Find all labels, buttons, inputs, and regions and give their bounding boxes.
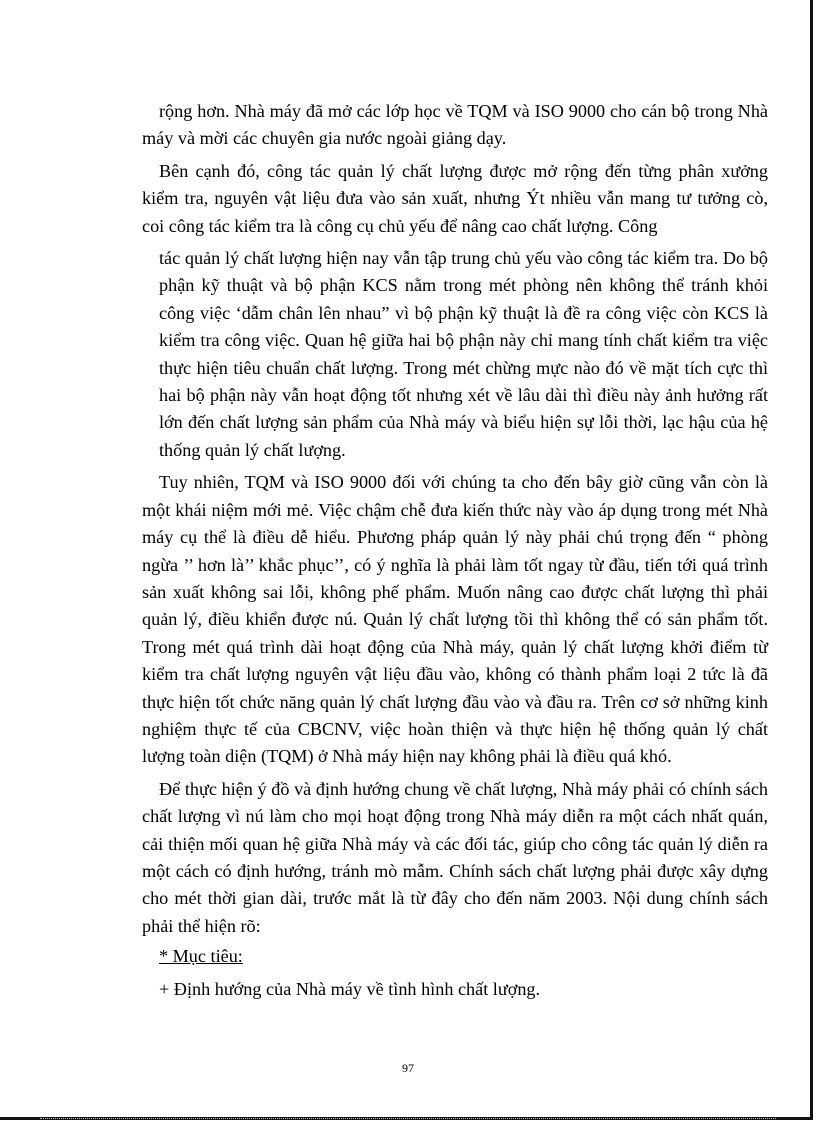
section-heading-text: * Mục tiêu: [159,946,243,967]
page-number: 97 [402,1061,414,1075]
document-body [142,98,768,1003]
paragraph-5: Để thực hiện ý đồ và định hướng chung về chất lượng, Nhà máy phải có chính sách chất lượng vì nú làm cho mọi hoạt động trong Nhà máy diễn ra một cách nhất quán, cải thiện mối quan hệ giữa Nhà máy và các đối tác, giúp cho công tác quản lý diễn ra một cách có định hướng, tránh mò mẫm. Chính sách chất lượng phải được xây dựng cho mét thời gian dài, trước mắt là từ đây cho đến năm 2003. Nội dung chính sách phải thể hiện rõ: [142,778,768,936]
bullet-item: + Định hướng của Nhà máy về tình hình chất lượng. [159,978,541,999]
paragraph-1: rộng hơn. Nhà máy đã mở các lớp học về TQM và ISO 9000 cho cán bộ trong Nhà máy và mời các chuyên gia nước ngoài giảng dạy. [142,101,768,149]
footer-divider [40,1118,776,1119]
section-heading [142,943,768,970]
paragraph-2: Bên cạnh đó, công tác quản lý chất lượng được mở rộng đến từng phân xưởng kiểm tra, nguyên vật liệu đưa vào sản xuất, nhưng Ýt nhiều vẫn mang tư tưởng cò, coi công tác kiểm tra là công cụ chủ yếu để nâng cao chất lượng. Công [142,160,768,236]
paragraph-3: tác quản lý chất lượng hiện nay vẫn tập trung chủ yếu vào công tác kiểm tra. Do bộ phận kỹ thuật và bộ phận KCS nằm trong mét phòng nên không thể tránh khỏi công việc ‘dẫm chân lên nhau” vì bộ phận kỹ thuật là đề ra công việc còn KCS là kiểm tra công việc. Quan hệ giữa hai bộ phận này chỉ mang tính chất kiểm tra việc thực hiện tiêu chuẩn chất lượng. Trong mét chừng mực nào đó về mặt tích cực thì hai bộ phận này vẫn hoạt động tốt nhưng xét về lâu dài thì điều này ảnh hưởng rất lớn đến chất lượng sản phẩm của Nhà máy và biểu hiện sự lỗi thời, lạc hậu của hệ thống quản lý chất lượng. [159,248,768,460]
paragraph-4: Tuy nhiên, TQM và ISO 9000 đối với chúng ta cho đến bây giờ cũng vẫn còn là một khái niệm mới mẻ. Việc chậm chễ đưa kiến thức này vào áp dụng trong mét Nhà máy cụ thể là điều dễ hiểu. Phương pháp quản lý này phải chú trọng đến “ phòng ngừa ’’ hơn là’’ khắc phục’’, có ý nghĩa là phải làm tốt ngay từ đầu, tiến tới quá trình sản xuất không sai lỗi, không phế phẩm. Muốn nâng cao được chất lượng thì phải quản lý, điều khiển được nú. Quản lý chất lượng tồi thì không thể có sản phẩm tốt. Trong mét quá trình dài hoạt động của Nhà máy, quản lý chất lượng khởi điểm từ kiểm tra chất lượng nguyên vật liệu đầu vào, không có thành phẩm loại 2 tức là đã thực hiện tốt chức năng quản lý chất lượng đầu vào và đầu ra. Trên cơ sở những kinh nghiệm thực tế của CBCNV, việc hoàn thiện và thực hiện hệ thống quản lý chất lượng toàn diện (TQM) ở Nhà máy hiện nay không phải là điều quá khó. [142,472,768,767]
